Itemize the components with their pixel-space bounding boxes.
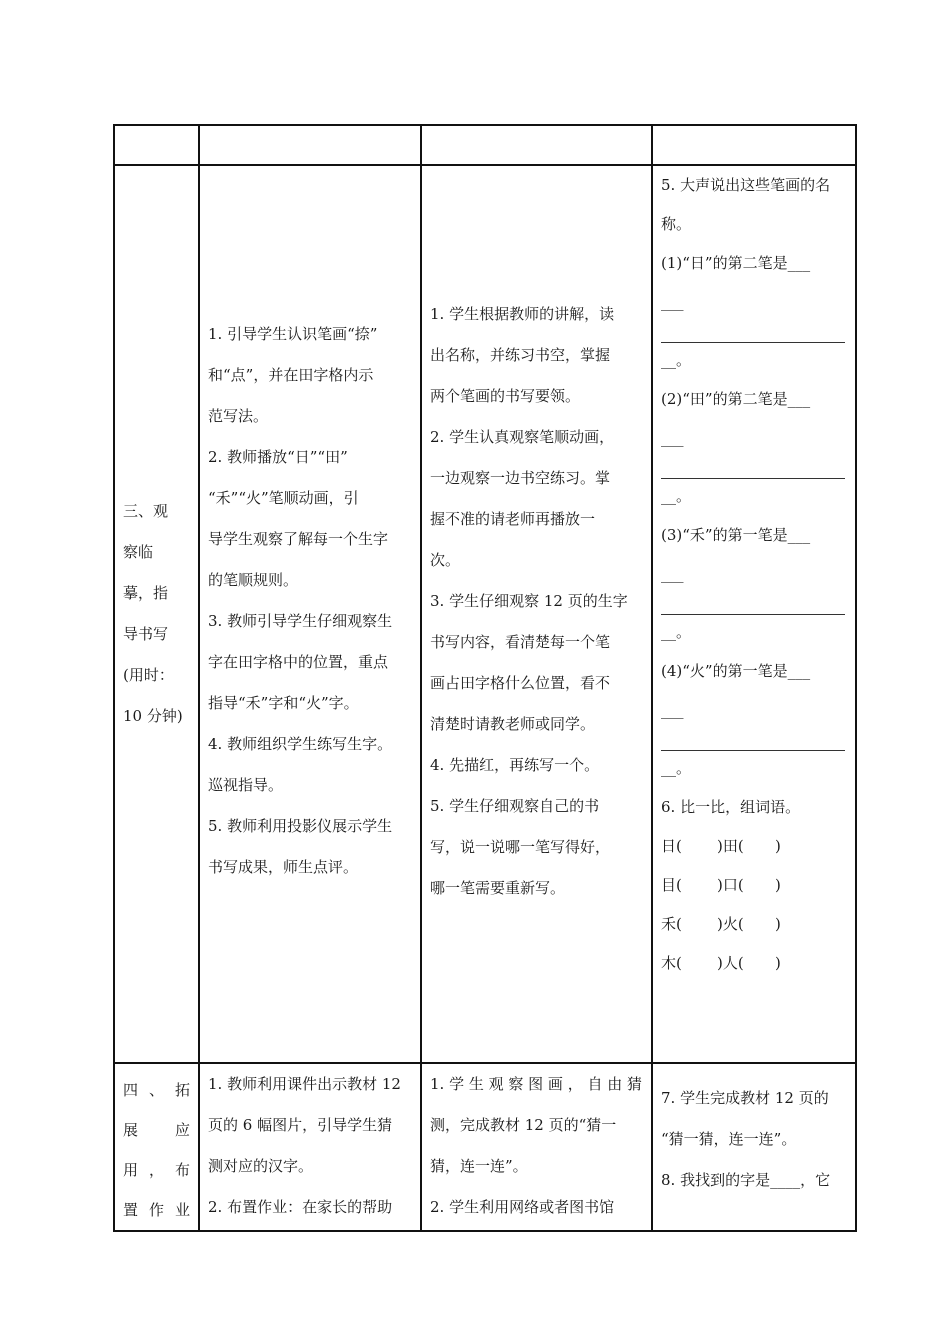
compare-part: 目(: [661, 876, 682, 894]
word-compare-row: [661, 827, 847, 866]
stage-title-char: 应: [174, 1121, 190, 1139]
fill-blank-continuation: ___: [661, 429, 684, 447]
answer-blank-line: [661, 730, 845, 751]
stage-title-line: 10 分钟): [123, 707, 183, 725]
table-row-observe: [114, 165, 856, 1063]
student-activity-text: [422, 294, 651, 909]
stage-title-line: 察临: [123, 543, 154, 561]
student-activity-cell: [421, 165, 652, 1063]
stage-title-line: 三、观: [123, 502, 169, 520]
fill-blank-end: __。: [661, 759, 692, 777]
fill-blank-end: __。: [661, 487, 692, 505]
fill-blank-continuation: ___: [661, 565, 684, 583]
header-cell-student: [421, 125, 652, 165]
fill-blank-continuation: ___: [661, 293, 684, 311]
student-activity-line: 次。: [430, 550, 461, 569]
student-activity-text: [422, 1064, 651, 1228]
student-activity-line: 两个笔画的书写要领。: [430, 386, 581, 405]
teacher-activity-line: 3. 教师引导学生仔细观察生: [208, 612, 393, 630]
word-compare-row: [661, 905, 847, 944]
answer-blank-line: [661, 322, 845, 343]
teacher-activity-line: 测对应的汉字。: [208, 1157, 314, 1175]
stage-title-char: 业: [174, 1201, 190, 1219]
stage-title-char: 、: [148, 1081, 164, 1099]
teacher-activity-line: “禾”“火”笔顺动画，引: [208, 489, 359, 507]
fill-blank-end: __。: [661, 351, 692, 369]
compare-part: ): [775, 876, 781, 894]
student-activity-line: 书写内容，看清楚每一个笔: [430, 632, 611, 651]
teacher-activity-line: 2. 教师播放“日”“田”: [208, 448, 348, 466]
fill-blank-continuation: ___: [661, 701, 684, 719]
exercise-line: 7. 学生完成教材 12 页的: [661, 1089, 829, 1107]
student-activity-line: 出名称，并练习书空，掌握: [430, 345, 611, 364]
teacher-activity-line: 2. 布置作业：在家长的帮助: [208, 1198, 393, 1216]
teacher-activity-cell: [199, 165, 421, 1063]
table-row-extend: [114, 1063, 856, 1231]
teacher-activity-cell: [199, 1063, 421, 1231]
student-activity-line: 清楚时请教老师或同学。: [430, 714, 596, 733]
answer-blank-line: [661, 458, 845, 479]
student-activity-line: 2. 学生利用网络或者图书馆: [430, 1198, 615, 1216]
student-activity-line: 测，完成教材 12 页的“猜一: [430, 1116, 617, 1134]
teacher-activity-line: 的笔顺规则。: [208, 571, 299, 589]
exercise-text: [653, 166, 855, 983]
compare-part: 木(: [661, 954, 682, 972]
student-activity-line: 握不准的请老师再播放一: [430, 509, 596, 528]
question-line: 称。: [661, 215, 692, 233]
compare-part: )人(: [717, 954, 744, 972]
student-activity-line: 写，说一说哪一笔写得好，: [430, 837, 611, 856]
header-cell-stage: [114, 125, 199, 165]
stage-title-char: 作: [148, 1201, 164, 1219]
teacher-activity-line: 巡视指导。: [208, 776, 284, 794]
fill-blank-end: __。: [661, 623, 692, 641]
student-activity-line: 3. 学生仔细观察 12 页的生字: [430, 591, 628, 610]
header-cell-exercise: [652, 125, 856, 165]
student-activity-line: 2. 学生认真观察笔顺动画，: [430, 427, 615, 446]
question-line: 5. 大声说出这些笔画的名: [661, 176, 831, 194]
student-activity-line: 1. 学生根据教师的讲解，读: [430, 304, 615, 323]
fill-blank-item: (4)“火”的第一笔是___: [661, 662, 811, 680]
compare-part: )火(: [717, 915, 744, 933]
teacher-activity-line: 字在田字格中的位置，重点: [208, 653, 389, 671]
teacher-activity-line: 指导“禾”字和“火”字。: [208, 694, 359, 712]
teacher-activity-line: 和“点”，并在田字格内示: [208, 366, 374, 384]
student-activity-line: 4. 先描红，再练写一个。: [430, 755, 600, 774]
student-activity-line: 5. 学生仔细观察自己的书: [430, 796, 600, 815]
teacher-activity-text: [200, 314, 420, 888]
exercise-line: “猜一猜，连一连”。: [661, 1130, 797, 1148]
exercise-line: 8. 我找到的字是____，它: [661, 1171, 831, 1189]
compare-part: 日(: [661, 837, 682, 855]
stage-title-line: [123, 1190, 190, 1230]
stage-title-char: 四: [123, 1081, 139, 1099]
stage-title-char: 展: [123, 1121, 139, 1139]
question-line: 6. 比一比，组词语。: [661, 798, 801, 816]
student-activity-line: 哪一笔需要重新写。: [430, 878, 566, 897]
answer-blank-line: [661, 594, 845, 615]
stage-title: [115, 1064, 198, 1230]
compare-part: )田(: [717, 837, 744, 855]
teacher-activity-line: 导学生观察了解每一个生字: [208, 530, 389, 548]
stage-title-line: 摹，指: [123, 584, 169, 602]
teacher-activity-line: 1. 引导学生认识笔画“捺”: [208, 325, 378, 343]
exercise-cell: [652, 165, 856, 1063]
stage-title-char: ，: [148, 1161, 164, 1179]
teacher-activity-line: 1. 教师利用课件出示教材 12: [208, 1075, 401, 1093]
teacher-activity-line: 页的 6 幅图片，引导学生猜: [208, 1116, 393, 1134]
stage-title-line: (用时：: [123, 666, 174, 684]
fill-blank-item: (1)“日”的第二笔是___: [661, 254, 811, 272]
compare-part: ): [775, 915, 781, 933]
fill-blank-item: (2)“田”的第二笔是___: [661, 390, 811, 408]
stage-title-char: 拓: [174, 1081, 190, 1099]
word-compare-row: [661, 944, 847, 983]
teacher-activity-line: 书写成果，师生点评。: [208, 858, 359, 876]
student-activity-line: 一边观察一边书空练习。掌: [430, 468, 611, 487]
stage-title-line: 导书写: [123, 625, 169, 643]
stage-cell-extend: [114, 1063, 199, 1231]
fill-blank-item: (3)“禾”的第一笔是___: [661, 526, 811, 544]
teacher-activity-text: [200, 1064, 420, 1228]
compare-part: )口(: [717, 876, 744, 894]
student-activity-cell: [421, 1063, 652, 1231]
compare-part: ): [775, 837, 781, 855]
exercise-cell: [652, 1063, 856, 1231]
stage-title-line: [123, 1150, 190, 1190]
lesson-plan-table: [113, 124, 857, 1232]
stage-title-char: 用: [123, 1161, 139, 1179]
stage-title-line: [123, 1070, 190, 1110]
stage-title-line: [123, 1110, 190, 1150]
student-activity-line: 猜，连一连”。: [430, 1157, 528, 1175]
table-header-row: [114, 125, 856, 165]
word-compare-row: [661, 866, 847, 905]
teacher-activity-line: 范写法。: [208, 407, 269, 425]
student-activity-line: 画占田字格什么位置，看不: [430, 673, 611, 692]
student-activity-line: 1. 学 生 观 察 图 画 ， 自 由 猜: [430, 1075, 642, 1093]
header-cell-teacher: [199, 125, 421, 165]
stage-title-char: 布: [174, 1161, 190, 1179]
stage-title-char: 置: [123, 1201, 139, 1219]
teacher-activity-line: 4. 教师组织学生练写生字。: [208, 735, 393, 753]
exercise-text: [653, 1064, 855, 1201]
compare-part: 禾(: [661, 915, 682, 933]
stage-cell-observe: [114, 165, 199, 1063]
stage-title: [115, 491, 198, 737]
compare-part: ): [775, 954, 781, 972]
teacher-activity-line: 5. 教师利用投影仪展示学生: [208, 817, 393, 835]
